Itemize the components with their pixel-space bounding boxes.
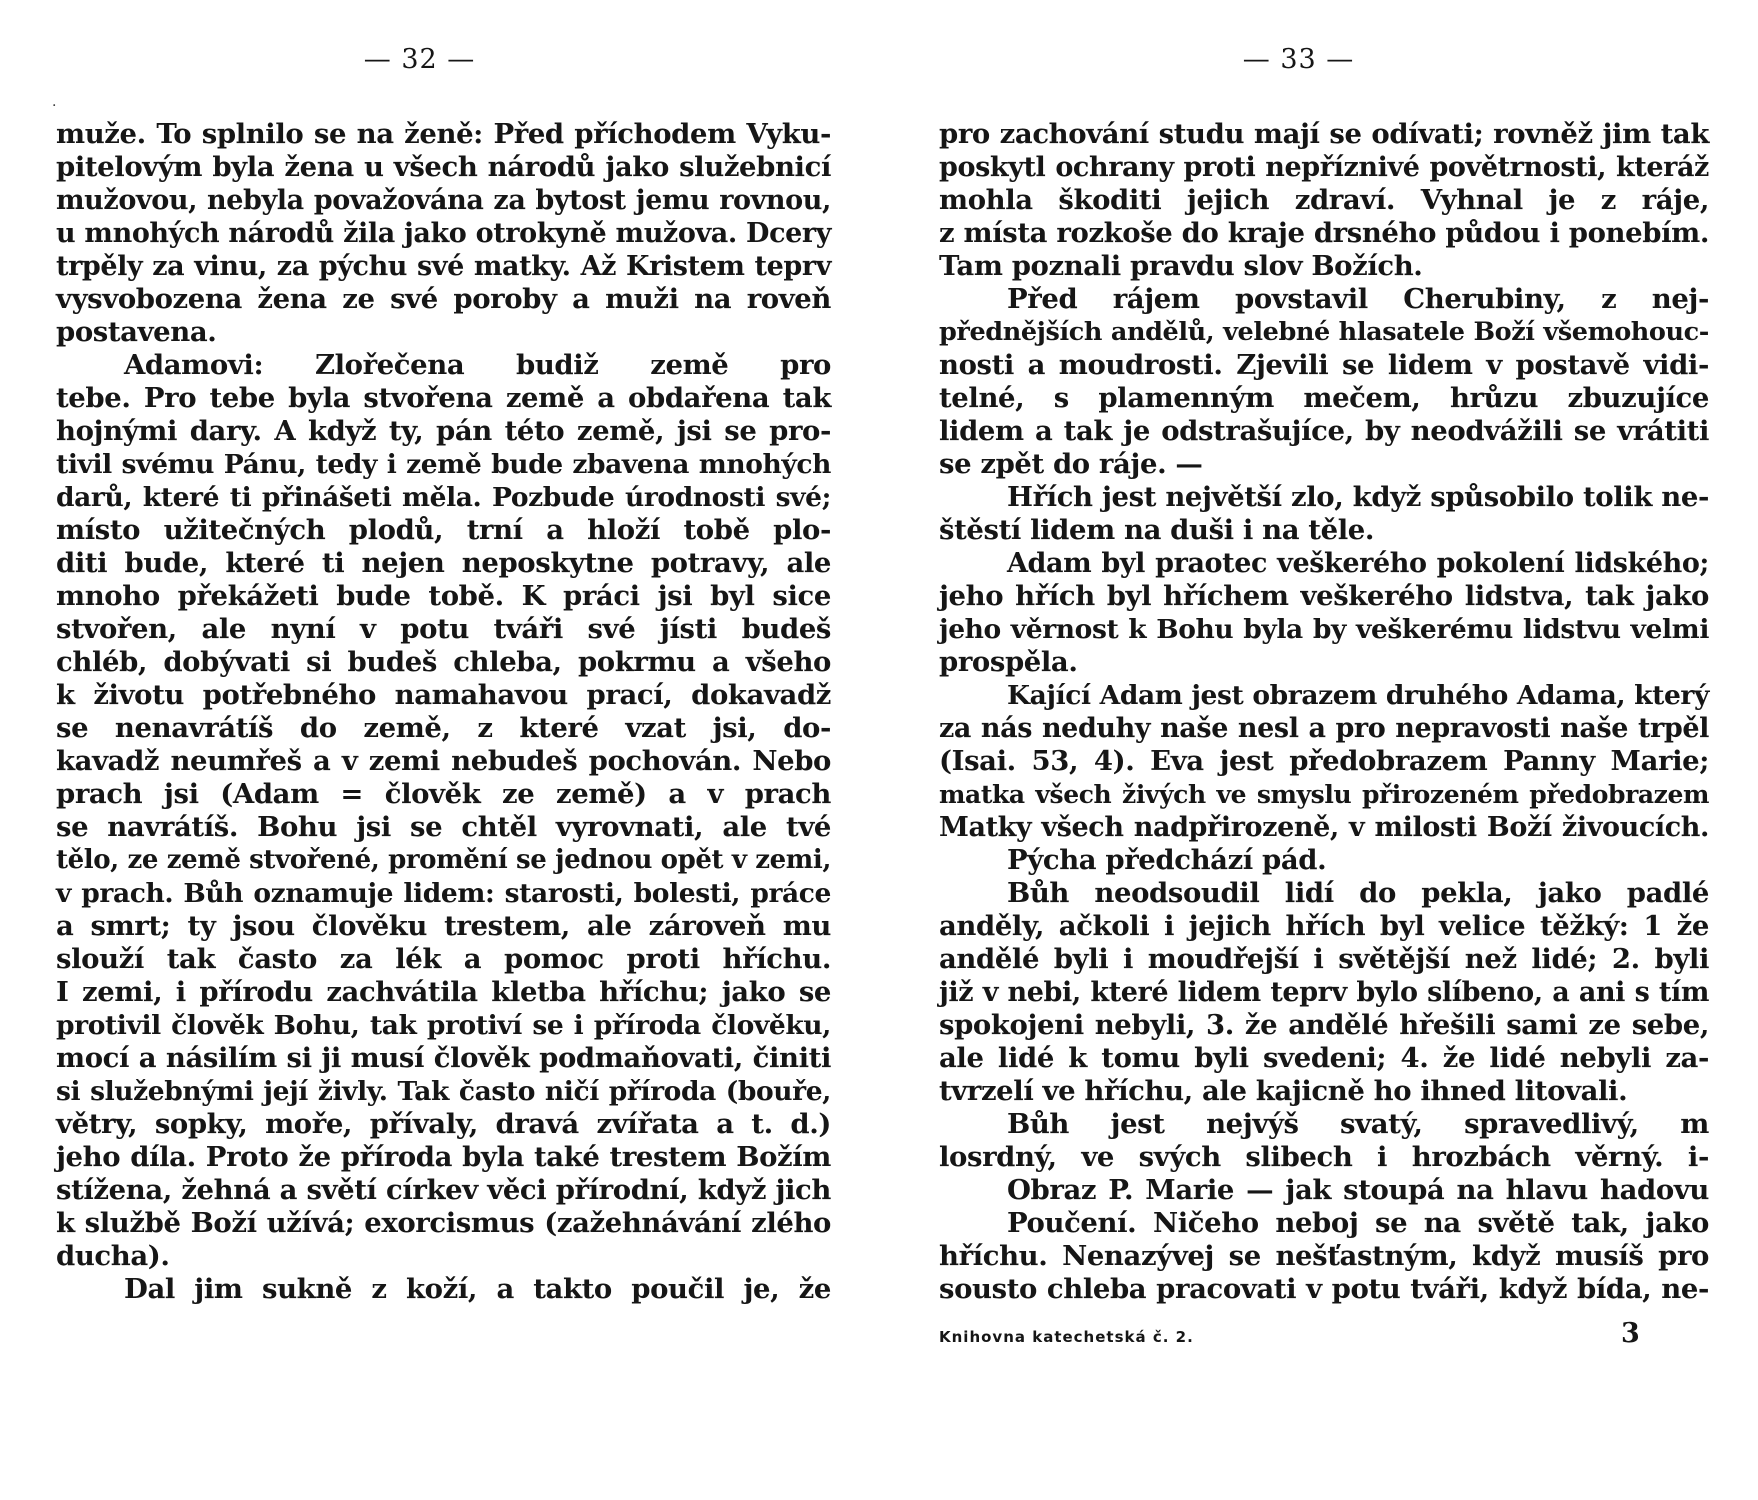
text-line: slouží tak často za lék a pomoc proti hříchu. <box>56 943 831 975</box>
text-line: jeho věrnost k Bohu byla by veškerému lidstvu velmi <box>939 614 1709 645</box>
text-line: Před rájem povstavil Cherubiny, z nej- <box>1007 283 1709 315</box>
text-line: Adam byl praotec veškerého pokolení lidského; <box>1007 548 1709 579</box>
text-line: poskytl ochrany proti nepříznivé povětrnosti, kteráž <box>939 152 1709 183</box>
text-line: z místa rozkoše do kraje drsného půdou i ponebím. <box>939 217 1709 249</box>
left-text-block <box>56 118 831 1306</box>
text-line: Adamovi: Zlořečena budiž země pro <box>124 349 831 381</box>
text-line: Kající Adam jest obrazem druhého Adama, který <box>1007 680 1709 711</box>
text-line: kavadž neumřeš a v zemi nebudeš pochován. Nebo <box>56 745 831 777</box>
text-line: stížena, žehná a světí církev věci přírodní, když jich <box>56 1174 831 1206</box>
text-line: Bůh neodsoudil lidí do pekla, jako padlé <box>1007 877 1709 909</box>
text-line: se nenavrátíš do země, z které vzat jsi, do- <box>56 712 831 744</box>
text-line: prospěla. <box>939 646 1078 678</box>
text-line: hříchu. Nenazývej se nešťastným, když musíš pro <box>939 1240 1709 1272</box>
right-page <box>879 0 1758 1500</box>
text-line: a smrt; ty jsou člověku trestem, ale zároveň mu <box>56 910 831 942</box>
text-line: Hřích jest největší zlo, když spůsobilo tolik ne- <box>1007 481 1709 513</box>
text-line: andělé byli i moudřejší i světější než lidé; 2. byli <box>939 943 1709 975</box>
text-line: Obraz P. Marie — jak stoupá na hlavu hadovu <box>1007 1174 1709 1206</box>
text-line: ducha). <box>56 1240 170 1272</box>
page-number-left: — 32 — <box>363 44 476 75</box>
text-line: muže. To splnilo se na ženě: Před příchodem Vyku- <box>56 118 831 150</box>
text-line: anděly, ačkoli i jejich hřích byl velice těžký: 1 že <box>939 910 1709 942</box>
text-line: přednějších andělů, velebné hlasatele Boží všemohouc- <box>939 317 1709 347</box>
page-number-right: — 33 — <box>1242 44 1355 75</box>
right-text-block <box>939 118 1709 1306</box>
text-line: větry, sopky, moře, přívaly, dravá zvířata a t. d.) <box>56 1108 831 1140</box>
text-line: mnoho překážeti bude tobě. K práci jsi byl sice <box>56 580 831 612</box>
print-speck: · <box>52 98 57 114</box>
text-line: darů, které ti přinášeti měla. Pozbude úrodnosti své; <box>56 482 831 513</box>
text-line: Poučení. Ničeho neboj se na světě tak, jako <box>1007 1207 1709 1239</box>
text-line: trpěly za vinu, za pýchu své matky. Až Kristem teprv <box>56 251 831 282</box>
text-line: stvořen, ale nyní v potu tváři své jísti budeš <box>56 613 831 645</box>
text-line: tivil svému Pánu, tedy i země bude zbavena mnohých <box>56 449 831 480</box>
text-line: tělo, ze země stvořené, promění se jednou opět v zemi, <box>56 845 831 875</box>
text-line: Dal jim sukně z koží, a takto poučil je, že <box>124 1273 831 1305</box>
text-line: pro zachování studu mají se odívati; rovněž jim tak <box>939 118 1709 150</box>
text-line: losrdný, ve svých slibech i hrozbách věrný. i- <box>939 1141 1709 1173</box>
text-line: se zpět do ráje. — <box>939 448 1203 480</box>
text-line: Matky všech nadpřirozeně, v milosti Boží živoucích. <box>939 812 1709 843</box>
text-line: diti bude, které ti nejen neposkytne potravy, ale <box>56 547 831 579</box>
text-line: pitelovým byla žena u všech národů jako služebnicí <box>56 151 831 183</box>
text-line: mohla škoditi jejich zdraví. Vyhnal je z ráje, <box>939 184 1709 216</box>
text-line: nosti a moudrosti. Zjevili se lidem v postavě vidi- <box>939 349 1709 381</box>
footer-series-title: Knihovna katechetská č. 2. <box>939 1328 1194 1346</box>
text-line: mužovou, nebyla považována za bytost jemu rovnou, <box>56 185 831 216</box>
text-line: sousto chleba pracovati v potu tváři, když bída, ne- <box>939 1273 1709 1305</box>
text-line: jeho díla. Proto že příroda byla také trestem Božím <box>56 1141 831 1173</box>
text-line: chléb, dobývati si budeš chleba, pokrmu a všeho <box>56 646 831 678</box>
text-line: štěstí lidem na duši i na těle. <box>939 514 1375 546</box>
text-line: spokojeni nebyli, 3. že andělé hřešili sami ze sebe, <box>939 1009 1709 1041</box>
text-line: v prach. Bůh oznamuje lidem: starosti, bolesti, práce <box>56 878 831 909</box>
text-line: postavena. <box>56 316 217 348</box>
text-line: Bůh jest nejvýš svatý, spravedlivý, m <box>1007 1108 1709 1140</box>
text-line: (Isai. 53, 4). Eva jest předobrazem Panny Marie; <box>939 745 1709 777</box>
text-line: vysvobozena žena ze své poroby a muži na roveň <box>56 283 831 315</box>
text-line: se navrátíš. Bohu jsi se chtěl vyrovnati, ale tvé <box>56 811 831 843</box>
text-line: jeho hřích byl hříchem veškerého lidstva, tak jako <box>939 580 1709 612</box>
text-line: k životu potřebného namahavou prací, dokavadž <box>56 679 831 711</box>
text-line: I zemi, i přírodu zachvátila kletba hříchu; jako se <box>56 976 831 1008</box>
text-line: tvrzelí ve hříchu, ale kajicně ho ihned litovali. <box>939 1075 1628 1107</box>
text-line: matka všech živých ve smyslu přirozeném předobrazem <box>939 780 1709 809</box>
text-line: ale lidé k tomu byli svedeni; 4. že lidé nebyli za- <box>939 1042 1709 1074</box>
text-line: si služebnými její živly. Tak často ničí příroda (bouře, <box>56 1076 831 1107</box>
text-line: Tam poznali pravdu slov Božích. <box>939 250 1423 282</box>
text-line: hojnými dary. A když ty, pán této země, jsi se pro- <box>56 415 831 447</box>
footer-signature-number: 3 <box>1621 1318 1640 1349</box>
text-line: za nás neduhy naše nesl a pro nepravosti naše trpěl <box>939 713 1709 744</box>
text-line: k službě Boží užívá; exorcismus (zažehnávání zlého <box>56 1207 831 1239</box>
text-line: tebe. Pro tebe byla stvořena země a obdařena tak <box>56 382 831 414</box>
text-line: telné, s plamenným mečem, hrůzu zbuzujíce <box>939 382 1709 414</box>
text-line: mocí a násilím si ji musí člověk podmaňovati, činiti <box>56 1042 831 1074</box>
text-line: u mnohých národů žila jako otrokyně mužova. Dcery <box>56 218 831 249</box>
text-line: již v nebi, které lidem teprv bylo slíbeno, a ani s tím <box>939 977 1709 1008</box>
text-line: místo užitečných plodů, trní a hloží tobě plo- <box>56 514 831 546</box>
text-line: Pýcha předchází pád. <box>1007 844 1327 876</box>
text-line: protivil člověk Bohu, tak protiví se i příroda člověku, <box>56 1010 831 1041</box>
text-line: prach jsi (Adam = člověk ze země) a v prach <box>56 778 831 810</box>
text-line: lidem a tak je odstrašujíce, by neodvážili se vrátiti <box>939 415 1709 447</box>
